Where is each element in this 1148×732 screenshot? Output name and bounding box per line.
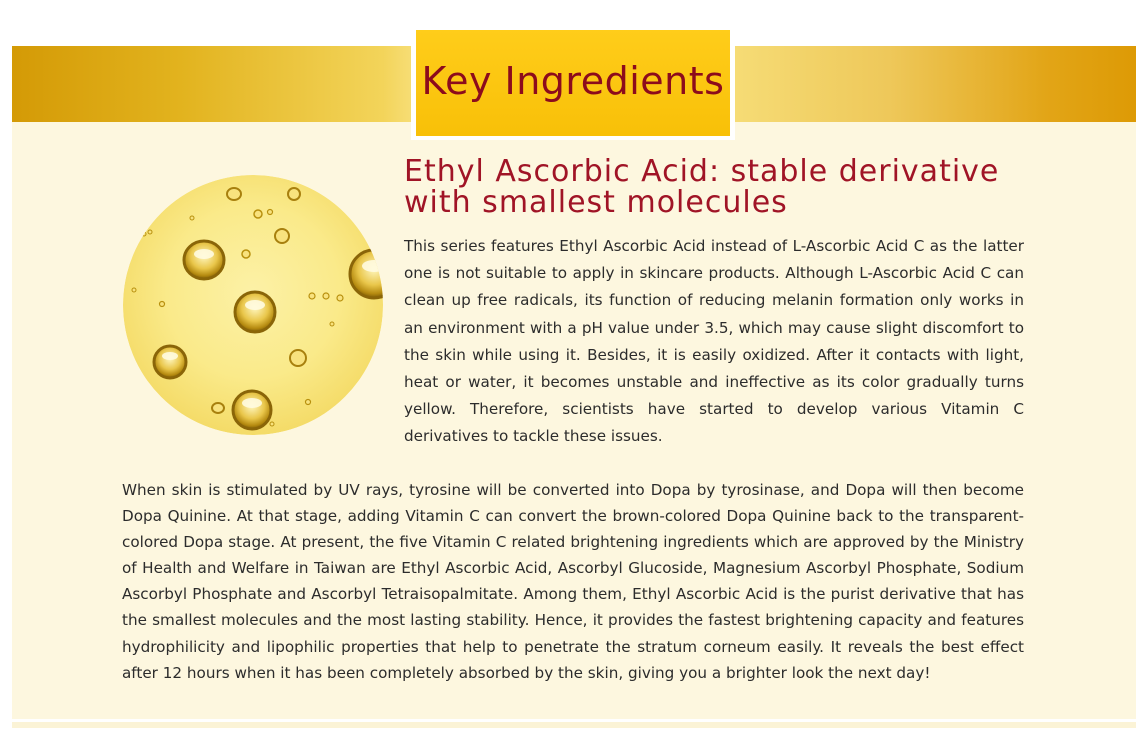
oil-bubbles-icon [122,174,384,436]
intro-paragraph: This series features Ethyl Ascorbic Acid instead of L-Ascorbic Acid C as the latter one is not suitable to apply in skincare products. Although L-Ascorbic Acid C can clean up free radicals, its function of reducing melanin formation only works in an environment with a pH value under 3.5, which may cause slight discomfort to the skin while using it. Besides, it is easily oxidized. After it contacts with light, heat or water, it becomes unstable and ineffective as its color gradually turns yellow. Therefore, scientists have started to develop various Vitamin C derivatives to tackle these issues. [404,237,1024,446]
section-subheading: Ethyl Ascorbic Acid: stable derivative with smallest molecules [404,154,1000,220]
detail-paragraph: When skin is stimulated by UV rays, tyrosine will be converted into Dopa by tyrosinase, and Dopa will then become Dopa Quinine. At that stage, adding Vitamin C can convert the brown-colored Dopa Quinine back to the transparent-colored Dopa stage. At present, the five Vitamin C related brightening ingredients which are approved by the Ministry of Health and Welfare in Taiwan are Ethyl Ascorbic Acid, Ascorbyl Glucoside, Magnesium Ascorbyl Phosphate, Sodium Ascorbyl Phosphate and Ascorbyl Tetraisopalmitate. Among them, Ethyl Ascorbic Acid is the purist derivative that has the smallest molecules and the most lasting stability. Hence, it provides the fastest brightening capacity and features hydrophilicity and lipophilic properties that help to penetrate the stratum corneum easily. It reveals the best effect after 12 hours when it has been completely absorbed by the skin, giving you a brighter look the next day! [122,481,1024,682]
page-title: Key Ingredients [421,59,725,103]
drop [184,241,224,279]
title-box [416,30,730,136]
oil-bubbles-image [122,174,384,436]
bottom-divider [12,722,1136,728]
